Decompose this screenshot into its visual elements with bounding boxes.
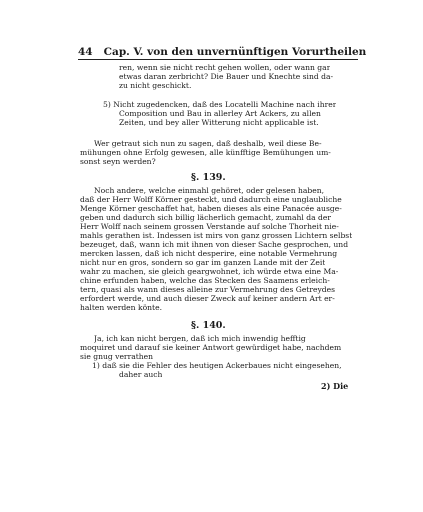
text-line: Ja, ich kan nicht bergen, daß ich mich inwendig hefftig [94,334,306,343]
text-line: Menge Körner geschaffet hat, haben dieses als eine Panacée ausge- [80,204,342,213]
text-line: bezeuget, daß, wann ich mit ihnen von dieser Sache gesprochen, und [80,240,349,249]
text-line: Composition und Bau in allerley Art Ackers, zu allen [119,109,321,118]
text-line: daß der Herr Wolff Körner gesteckt, und dadurch eine unglaubliche [80,195,342,204]
text-line: nicht nur en gros, sondern so gar im ganzen Lande mit der Zeit [80,258,326,267]
text-line: Wer getraut sich nun zu sagen, daß deshalb, weil diese Be- [94,139,322,148]
text-line: mühungen ohne Erfolg gewesen, alle künfftige Bemühungen um- [80,148,331,157]
page-number: 44 [78,46,93,58]
text-line: 5) Nicht zugedencken, daß des Locatelli Machine nach ihrer [103,100,337,109]
section-heading: §. 140. [191,320,226,331]
text-line: mahls gerathen ist. Indessen ist mirs von ganz grossen Lichtern selbst [80,231,353,240]
section-heading: §. 139. [191,172,226,183]
text-line: 1) daß sie die Fehler des heutigen Ackerbaues nicht eingesehen, [92,361,342,370]
text-line: halten werden könte. [80,303,163,312]
running-header [78,46,367,60]
text-line: erfordert werde, und auch dieser Zweck auf keiner andern Art er- [80,294,335,303]
text-line: sie gnug verrathen [80,352,154,361]
text-line: mercken lassen, daß ich nicht desperire, eine notable Vermehrung [80,249,338,258]
text-line: Herr Wolff nach seinem grossen Verstande auf solche Thorheit nie- [80,222,339,231]
text-line: sonst seyn werden? [80,157,156,166]
text-line: daher auch [119,370,163,379]
text-line: etwas daran zerbricht? Die Bauer und Knechte sind da- [119,72,334,81]
text-line: ren, wenn sie nicht recht gehen wollen, oder wann gar [119,63,331,72]
text-line: Noch andere, welche einmahl gehöret, oder gelesen haben, [94,186,325,195]
text-line: tern, quasi als wann dieses alleine zur Vermehrung des Getreydes [80,285,336,294]
text-line: chine erfunden haben, welche das Stecken des Saamens erleich- [80,276,330,285]
running-title: Cap. V. von den unvernünftigen Vorurtheilen [103,46,367,58]
text-line: moquiret und darauf sie keiner Antwort gewürdiget habe, nachdem [80,343,342,352]
text-line: wahr zu machen, sie gleich geargwohnet, ich würde etwa eine Ma- [80,267,339,276]
text-line: Zeiten, und bey aller Witterung nicht applicable ist. [119,118,319,127]
catchword: 2) Die [321,381,349,391]
text-line: zu nicht geschickt. [119,81,192,90]
text-line: geben und dadurch sich billig lächerlich gemacht, zumahl da der [80,213,332,222]
